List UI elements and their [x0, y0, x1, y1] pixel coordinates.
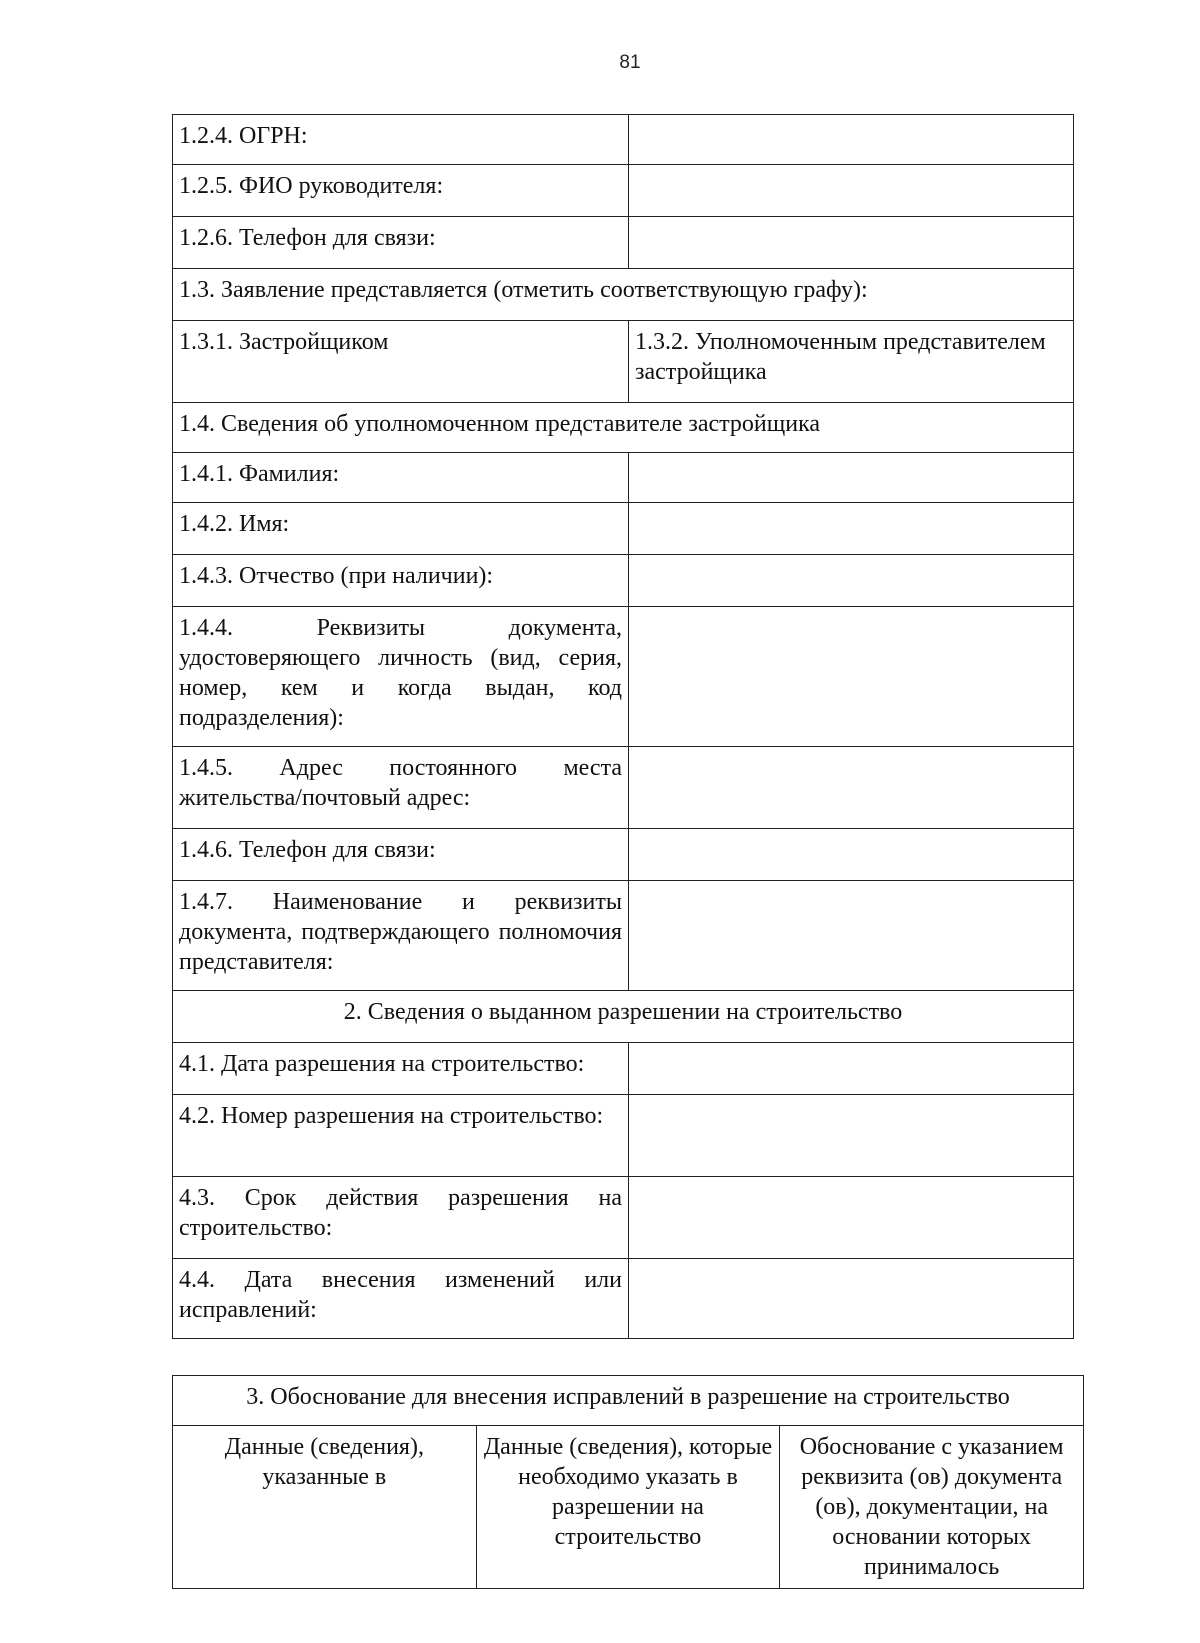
phone-field[interactable] — [629, 217, 1074, 269]
basis-col-current-data: Данные (сведения), указанные в — [173, 1426, 477, 1589]
rep-phone-field[interactable] — [629, 829, 1074, 881]
permit-number-label: 4.2. Номер разрешения на строительство: — [173, 1095, 629, 1177]
permit-validity-label: 4.3. Срок действия разрешения на строительство: — [173, 1177, 629, 1259]
applicant-form-table — [172, 114, 1074, 1339]
head-name-label: 1.2.5. ФИО руководителя: — [173, 165, 629, 217]
rep-patronymic-label: 1.4.3. Отчество (при наличии): — [173, 555, 629, 607]
permit-date-field[interactable] — [629, 1043, 1074, 1095]
rep-authority-doc-field[interactable] — [629, 881, 1074, 991]
submitted-by-heading: 1.3. Заявление представляется (отметить соответствующую графу): — [173, 269, 1074, 321]
ogrn-field[interactable] — [629, 115, 1074, 165]
permit-change-date-field[interactable] — [629, 1259, 1074, 1339]
rep-authority-doc-label: 1.4.7. Наименование и реквизиты документа, подтверждающего полномочия представителя: — [173, 881, 629, 991]
head-name-field[interactable] — [629, 165, 1074, 217]
rep-patronymic-field[interactable] — [629, 555, 1074, 607]
basis-col-justification: Обоснование с указанием реквизита (ов) документа (ов), документации, на основании которых принималось — [780, 1426, 1084, 1589]
permit-validity-field[interactable] — [629, 1177, 1074, 1259]
permit-section-heading: 2. Сведения о выданном разрешении на строительство — [173, 991, 1074, 1043]
by-developer-option[interactable]: 1.3.1. Застройщиком — [173, 321, 629, 403]
rep-surname-field[interactable] — [629, 453, 1074, 503]
rep-address-field[interactable] — [629, 747, 1074, 829]
correction-basis-table — [172, 1375, 1084, 1589]
ogrn-label: 1.2.4. ОГРН: — [173, 115, 629, 165]
permit-number-field[interactable] — [629, 1095, 1074, 1177]
rep-id-doc-label: 1.4.4. Реквизиты документа, удостоверяющего личность (вид, серия, номер, кем и когда выдан, код подразделения): — [173, 607, 629, 747]
rep-surname-label: 1.4.1. Фамилия: — [173, 453, 629, 503]
rep-address-label: 1.4.5. Адрес постоянного места жительства/почтовый адрес: — [173, 747, 629, 829]
basis-table-title: 3. Обоснование для внесения исправлений в разрешение на строительство — [173, 1376, 1084, 1426]
by-representative-option[interactable]: 1.3.2. Уполномоченным представителем застройщика — [629, 321, 1074, 403]
representative-section-heading: 1.4. Сведения об уполномоченном представителе застройщика — [173, 403, 1074, 453]
rep-name-label: 1.4.2. Имя: — [173, 503, 629, 555]
basis-col-required-data: Данные (сведения), которые необходимо указать в разрешении на строительство — [476, 1426, 780, 1589]
permit-date-label: 4.1. Дата разрешения на строительство: — [173, 1043, 629, 1095]
rep-id-doc-field[interactable] — [629, 607, 1074, 747]
rep-phone-label: 1.4.6. Телефон для связи: — [173, 829, 629, 881]
phone-label: 1.2.6. Телефон для связи: — [173, 217, 629, 269]
rep-name-field[interactable] — [629, 503, 1074, 555]
permit-change-date-label: 4.4. Дата внесения изменений или исправлений: — [173, 1259, 629, 1339]
page-number: 81 — [619, 52, 641, 73]
